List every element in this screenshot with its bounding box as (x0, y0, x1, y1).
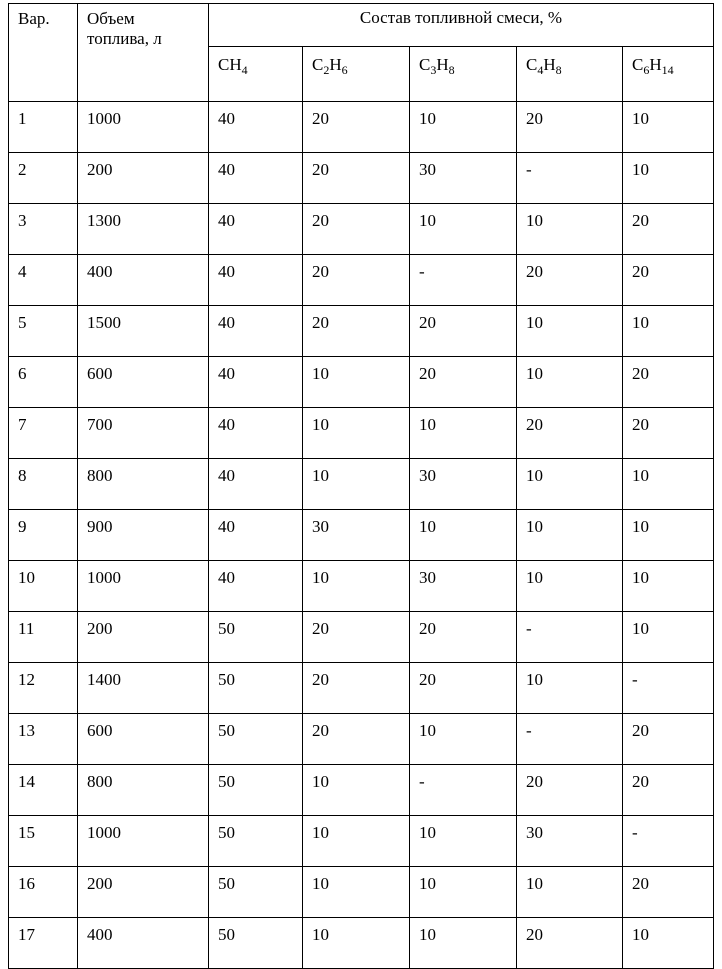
cell-c3h8: - (410, 255, 517, 306)
header-variant: Вар. (9, 4, 78, 102)
formula-part: H (436, 55, 449, 74)
formula-part: H (649, 55, 662, 74)
cell-c3h8: 20 (410, 663, 517, 714)
cell-volume: 400 (78, 918, 209, 969)
table-row (9, 561, 714, 612)
cell-ch4: 50 (209, 612, 303, 663)
cell-ch4: 50 (209, 663, 303, 714)
cell-c3h8: 10 (410, 918, 517, 969)
table-row (9, 612, 714, 663)
cell-c2h6: 10 (303, 765, 410, 816)
cell-ch4: 40 (209, 306, 303, 357)
formula-part: 3 (430, 63, 437, 77)
cell-volume: 200 (78, 612, 209, 663)
cell-c6h14: 10 (623, 561, 714, 612)
header-gas-c2h6 (303, 47, 410, 102)
cell-ch4: 40 (209, 102, 303, 153)
cell-c6h14: 20 (623, 204, 714, 255)
table-row (9, 102, 714, 153)
cell-c4h8: - (517, 714, 623, 765)
cell-c4h8: 10 (517, 357, 623, 408)
cell-volume: 1000 (78, 561, 209, 612)
cell-volume: 1500 (78, 306, 209, 357)
cell-c2h6: 10 (303, 408, 410, 459)
cell-ch4: 40 (209, 357, 303, 408)
header-gas-c4h8 (517, 47, 623, 102)
cell-c6h14: 20 (623, 357, 714, 408)
cell-variant: 13 (9, 714, 78, 765)
header-volume-line2: топлива, л (87, 29, 162, 48)
cell-volume: 200 (78, 153, 209, 204)
cell-c2h6: 10 (303, 816, 410, 867)
cell-volume: 600 (78, 357, 209, 408)
cell-ch4: 40 (209, 510, 303, 561)
cell-c3h8: 30 (410, 153, 517, 204)
cell-volume: 1300 (78, 204, 209, 255)
cell-c3h8: 10 (410, 510, 517, 561)
cell-variant: 2 (9, 153, 78, 204)
table-row (9, 765, 714, 816)
formula-part: 2 (323, 63, 330, 77)
table-body (9, 102, 714, 969)
cell-ch4: 40 (209, 255, 303, 306)
cell-c4h8: 20 (517, 765, 623, 816)
cell-c2h6: 20 (303, 306, 410, 357)
cell-c6h14: 10 (623, 510, 714, 561)
cell-ch4: 50 (209, 867, 303, 918)
formula-part: CH (218, 55, 242, 74)
cell-c2h6: 20 (303, 255, 410, 306)
table-row (9, 918, 714, 969)
header-gas-ch4 (209, 47, 303, 102)
cell-c6h14: 20 (623, 867, 714, 918)
cell-c2h6: 20 (303, 102, 410, 153)
formula-part: 14 (661, 63, 674, 77)
cell-c2h6: 10 (303, 357, 410, 408)
cell-ch4: 40 (209, 204, 303, 255)
table-row (9, 357, 714, 408)
cell-variant: 17 (9, 918, 78, 969)
cell-c4h8: 20 (517, 408, 623, 459)
header-fuel-volume (78, 4, 209, 102)
cell-c2h6: 30 (303, 510, 410, 561)
cell-variant: 3 (9, 204, 78, 255)
table-row (9, 459, 714, 510)
cell-ch4: 40 (209, 153, 303, 204)
cell-variant: 11 (9, 612, 78, 663)
table-row (9, 510, 714, 561)
table-row (9, 714, 714, 765)
cell-ch4: 50 (209, 714, 303, 765)
cell-c2h6: 10 (303, 918, 410, 969)
cell-variant: 7 (9, 408, 78, 459)
header-gas-c3h8 (410, 47, 517, 102)
table-row (9, 255, 714, 306)
header-volume-line1: Объем (87, 9, 135, 28)
formula-part: H (329, 55, 342, 74)
cell-c4h8: 10 (517, 663, 623, 714)
cell-c4h8: 10 (517, 306, 623, 357)
formula-part: C (526, 55, 538, 74)
cell-c3h8: 20 (410, 612, 517, 663)
cell-c4h8: 20 (517, 102, 623, 153)
cell-c3h8: 20 (410, 306, 517, 357)
table-row (9, 153, 714, 204)
cell-volume: 800 (78, 765, 209, 816)
cell-ch4: 40 (209, 408, 303, 459)
cell-c4h8: 20 (517, 918, 623, 969)
cell-c6h14: 10 (623, 153, 714, 204)
cell-c4h8: 10 (517, 867, 623, 918)
cell-c6h14: - (623, 816, 714, 867)
table-row (9, 663, 714, 714)
cell-c3h8: 10 (410, 714, 517, 765)
cell-volume: 700 (78, 408, 209, 459)
table-row (9, 816, 714, 867)
table-row (9, 204, 714, 255)
cell-volume: 1400 (78, 663, 209, 714)
cell-c4h8: 10 (517, 459, 623, 510)
cell-ch4: 40 (209, 459, 303, 510)
cell-c2h6: 20 (303, 663, 410, 714)
cell-c2h6: 10 (303, 561, 410, 612)
cell-c4h8: 10 (517, 204, 623, 255)
cell-variant: 16 (9, 867, 78, 918)
cell-c6h14: 20 (623, 714, 714, 765)
cell-c4h8: 10 (517, 510, 623, 561)
cell-c2h6: 10 (303, 867, 410, 918)
cell-c6h14: 10 (623, 102, 714, 153)
cell-volume: 900 (78, 510, 209, 561)
formula-part: C (632, 55, 644, 74)
table-row (9, 408, 714, 459)
cell-volume: 800 (78, 459, 209, 510)
cell-c6h14: - (623, 663, 714, 714)
cell-c3h8: 20 (410, 357, 517, 408)
formula-part: 8 (555, 63, 562, 77)
cell-volume: 400 (78, 255, 209, 306)
cell-c4h8: - (517, 612, 623, 663)
cell-volume: 1000 (78, 816, 209, 867)
cell-c3h8: 30 (410, 561, 517, 612)
cell-variant: 15 (9, 816, 78, 867)
cell-c2h6: 20 (303, 153, 410, 204)
cell-ch4: 40 (209, 561, 303, 612)
cell-variant: 6 (9, 357, 78, 408)
cell-variant: 4 (9, 255, 78, 306)
cell-c6h14: 20 (623, 255, 714, 306)
cell-c4h8: - (517, 153, 623, 204)
cell-c3h8: 10 (410, 867, 517, 918)
formula-part: 8 (448, 63, 455, 77)
cell-c4h8: 30 (517, 816, 623, 867)
cell-volume: 200 (78, 867, 209, 918)
formula-part: 6 (643, 63, 650, 77)
formula-part: C (312, 55, 324, 74)
cell-variant: 10 (9, 561, 78, 612)
cell-variant: 1 (9, 102, 78, 153)
formula-part: 4 (537, 63, 544, 77)
cell-c3h8: 10 (410, 816, 517, 867)
formula-part: 4 (241, 63, 248, 77)
table-row (9, 867, 714, 918)
cell-c4h8: 20 (517, 255, 623, 306)
cell-volume: 600 (78, 714, 209, 765)
cell-c6h14: 10 (623, 918, 714, 969)
cell-c3h8: 10 (410, 204, 517, 255)
cell-variant: 14 (9, 765, 78, 816)
cell-c6h14: 10 (623, 459, 714, 510)
cell-c6h14: 10 (623, 306, 714, 357)
table-row (9, 306, 714, 357)
cell-variant: 12 (9, 663, 78, 714)
cell-c3h8: 30 (410, 459, 517, 510)
header-row-top (9, 4, 714, 47)
cell-c3h8: 10 (410, 102, 517, 153)
formula-part: 6 (341, 63, 348, 77)
header-mixture-composition: Состав топливной смеси, % (209, 4, 714, 47)
fuel-mixture-table (8, 3, 714, 969)
cell-c6h14: 20 (623, 408, 714, 459)
cell-ch4: 50 (209, 816, 303, 867)
cell-c2h6: 20 (303, 714, 410, 765)
cell-c2h6: 20 (303, 204, 410, 255)
cell-c2h6: 20 (303, 612, 410, 663)
cell-c6h14: 10 (623, 612, 714, 663)
cell-ch4: 50 (209, 918, 303, 969)
cell-variant: 9 (9, 510, 78, 561)
cell-variant: 8 (9, 459, 78, 510)
cell-c2h6: 10 (303, 459, 410, 510)
cell-c6h14: 20 (623, 765, 714, 816)
cell-c3h8: - (410, 765, 517, 816)
cell-variant: 5 (9, 306, 78, 357)
formula-part: C (419, 55, 431, 74)
cell-c4h8: 10 (517, 561, 623, 612)
cell-c3h8: 10 (410, 408, 517, 459)
formula-part: H (543, 55, 556, 74)
cell-ch4: 50 (209, 765, 303, 816)
header-gas-c6h14 (623, 47, 714, 102)
cell-volume: 1000 (78, 102, 209, 153)
